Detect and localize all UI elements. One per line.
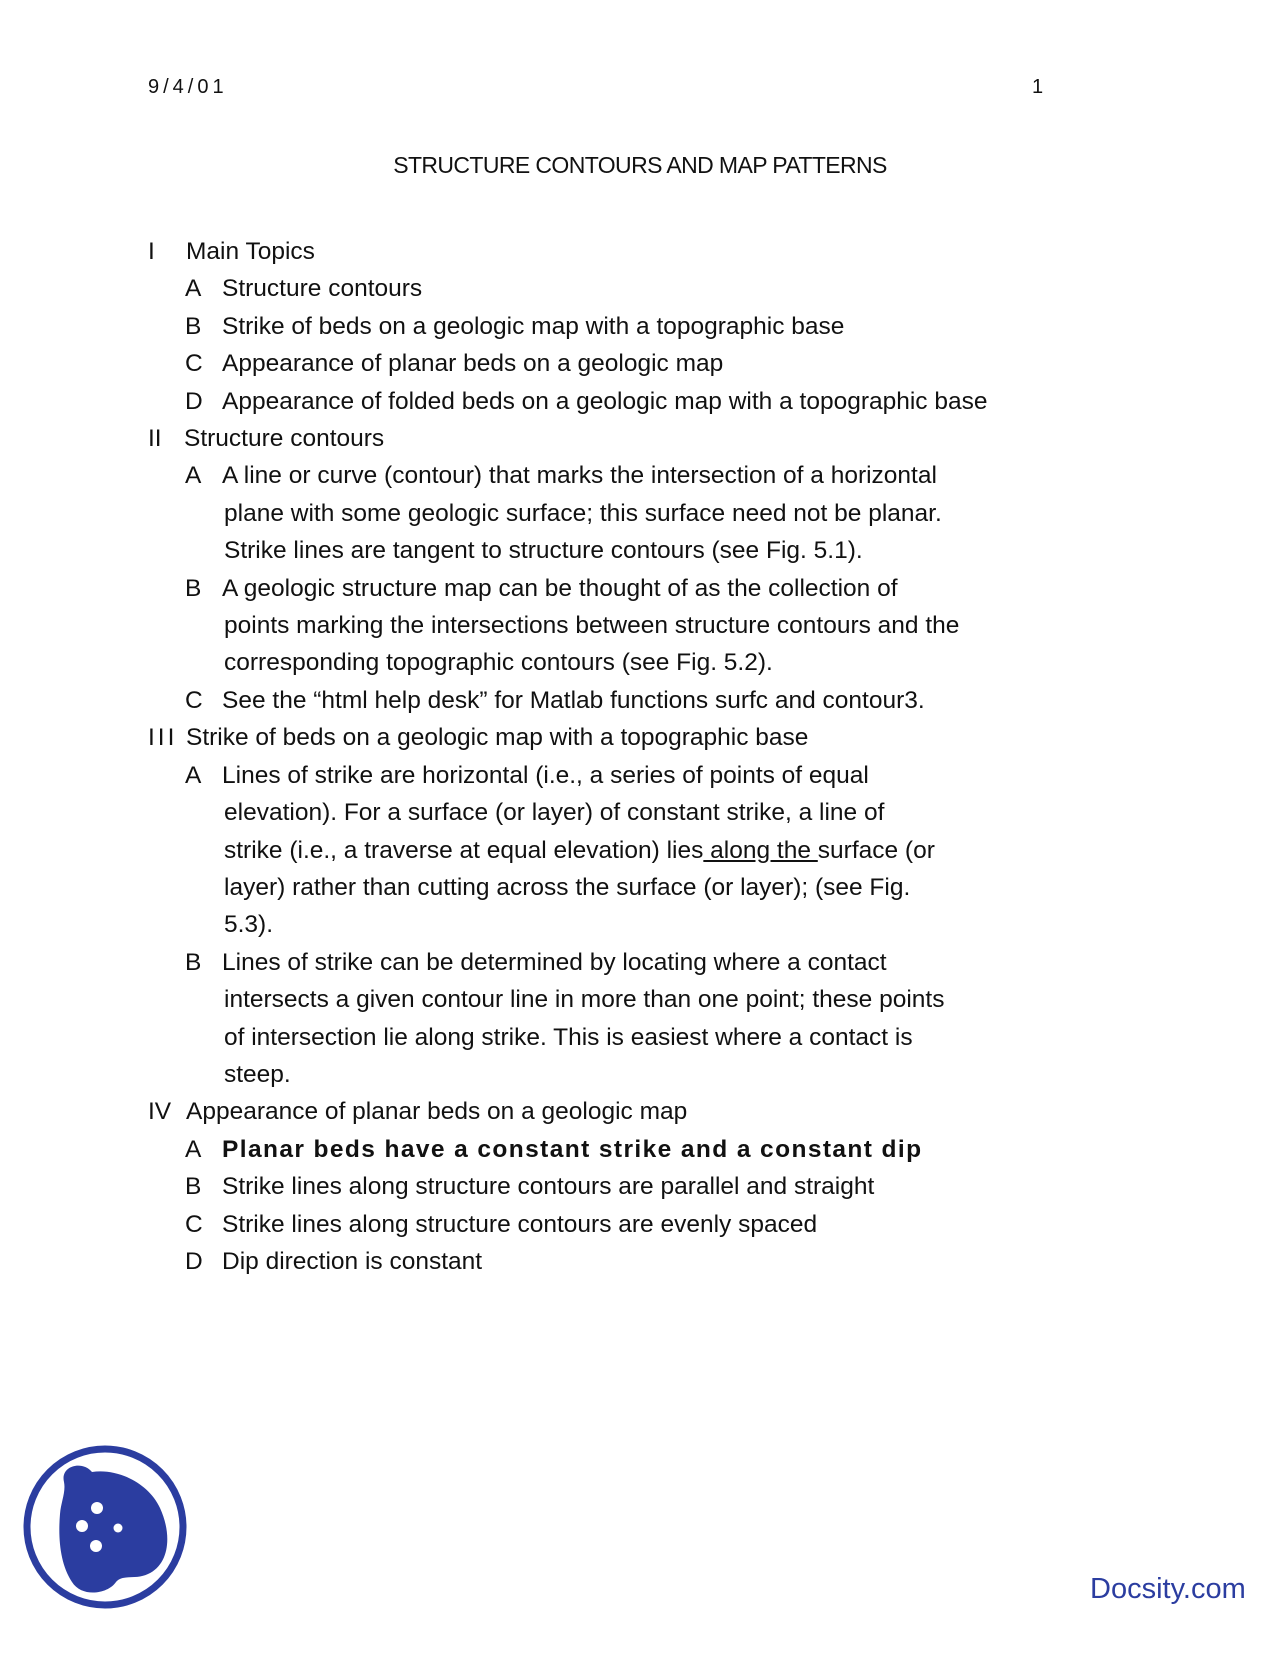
- section-heading: [148, 1093, 1088, 1130]
- item-text: Strike lines along structure contours are parallel and straight: [222, 1173, 875, 1201]
- item-text: Structure contours: [222, 275, 423, 303]
- item-text: A line or curve (contour) that marks the intersection of a horizontal: [222, 462, 937, 490]
- item-letter: B: [185, 312, 202, 340]
- section-heading: [148, 420, 1088, 457]
- section-title: Structure contours: [184, 425, 385, 453]
- list-item: [148, 345, 1088, 382]
- item-continuation: [148, 832, 1088, 869]
- section-heading: [148, 233, 1088, 270]
- item-continuation: 5.3).: [224, 911, 274, 939]
- item-letter: A: [185, 462, 202, 490]
- item-letter: D: [185, 387, 203, 415]
- list-item: [148, 383, 1088, 420]
- item-text: A geologic structure map can be thought of as the collection of: [222, 574, 898, 602]
- item-letter: D: [185, 1247, 203, 1275]
- item-text-bold: Planar beds have a constant strike and a constant dip: [222, 1135, 923, 1163]
- item-continuation: of intersection lie along strike. This is easiest where a contact is: [224, 1023, 913, 1051]
- list-item: [148, 944, 1088, 981]
- item-letter: C: [185, 686, 203, 714]
- list-item: [148, 1168, 1088, 1205]
- item-continuation: corresponding topographic contours (see Fig. 5.2).: [224, 649, 773, 677]
- page-number: 1: [1032, 76, 1044, 98]
- item-letter: B: [185, 1173, 202, 1201]
- item-text: Appearance of folded beds on a geologic map with a topographic base: [222, 387, 988, 415]
- item-continuation: layer) rather than cutting across the surface (or layer); (see Fig.: [224, 873, 911, 901]
- item-letter: C: [185, 350, 203, 378]
- item-continuation: points marking the intersections between structure contours and the: [224, 612, 960, 640]
- item-text: Dip direction is constant: [222, 1247, 483, 1275]
- document-title: STRUCTURE CONTOURS AND MAP PATTERNS: [393, 152, 887, 178]
- item-letter: B: [185, 948, 202, 976]
- item-letter: A: [185, 275, 202, 303]
- item-letter: B: [185, 574, 202, 602]
- outline: [148, 233, 1088, 1280]
- section-heading: [148, 719, 1088, 756]
- header-date: 9/4/01: [148, 76, 228, 98]
- list-item: [148, 757, 1088, 794]
- list-item: [148, 1206, 1088, 1243]
- list-item: [148, 308, 1088, 345]
- item-continuation: elevation). For a surface (or layer) of constant strike, a line of: [224, 799, 885, 827]
- continuation-text: strike (i.e., a traverse at equal elevation) lies: [224, 836, 704, 864]
- item-text: Appearance of planar beds on a geologic map: [222, 350, 724, 378]
- list-item: [148, 270, 1088, 307]
- underlined-text: along the: [703, 836, 818, 864]
- item-text: See the “html help desk” for Matlab functions surfc and contour3.: [222, 686, 925, 714]
- docsity-logo-icon[interactable]: [20, 1442, 190, 1612]
- item-continuation: intersects a given contour line in more than one point; these points: [224, 986, 945, 1014]
- list-item: [148, 682, 1088, 719]
- item-text: Lines of strike can be determined by locating where a contact: [222, 948, 887, 976]
- item-continuation: Strike lines are tangent to structure contours (see Fig. 5.1).: [224, 537, 863, 565]
- section-title: Appearance of planar beds on a geologic map: [186, 1098, 688, 1126]
- item-letter: A: [185, 1135, 202, 1163]
- continuation-text: surface (or: [817, 836, 935, 864]
- list-item: [148, 457, 1088, 494]
- docsity-brand-link[interactable]: Docsity.com: [1090, 1573, 1246, 1605]
- list-item: [148, 1243, 1088, 1280]
- item-text: Lines of strike are horizontal (i.e., a series of points of equal: [222, 761, 869, 789]
- section-title: Main Topics: [186, 238, 315, 265]
- section-number: III: [148, 724, 178, 752]
- list-item: [148, 570, 1088, 607]
- section-number: I: [148, 238, 155, 265]
- section-number: II: [148, 425, 162, 453]
- item-continuation: steep.: [224, 1060, 291, 1088]
- item-letter: C: [185, 1210, 203, 1238]
- item-text: Strike lines along structure contours are evenly spaced: [222, 1210, 818, 1238]
- item-continuation: plane with some geologic surface; this surface need not be planar.: [224, 499, 942, 527]
- section-number: IV: [148, 1098, 172, 1126]
- item-letter: A: [185, 761, 202, 789]
- section-title: Strike of beds on a geologic map with a topographic base: [186, 724, 809, 752]
- list-item: [148, 1131, 1088, 1168]
- item-text: Strike of beds on a geologic map with a topographic base: [222, 312, 845, 340]
